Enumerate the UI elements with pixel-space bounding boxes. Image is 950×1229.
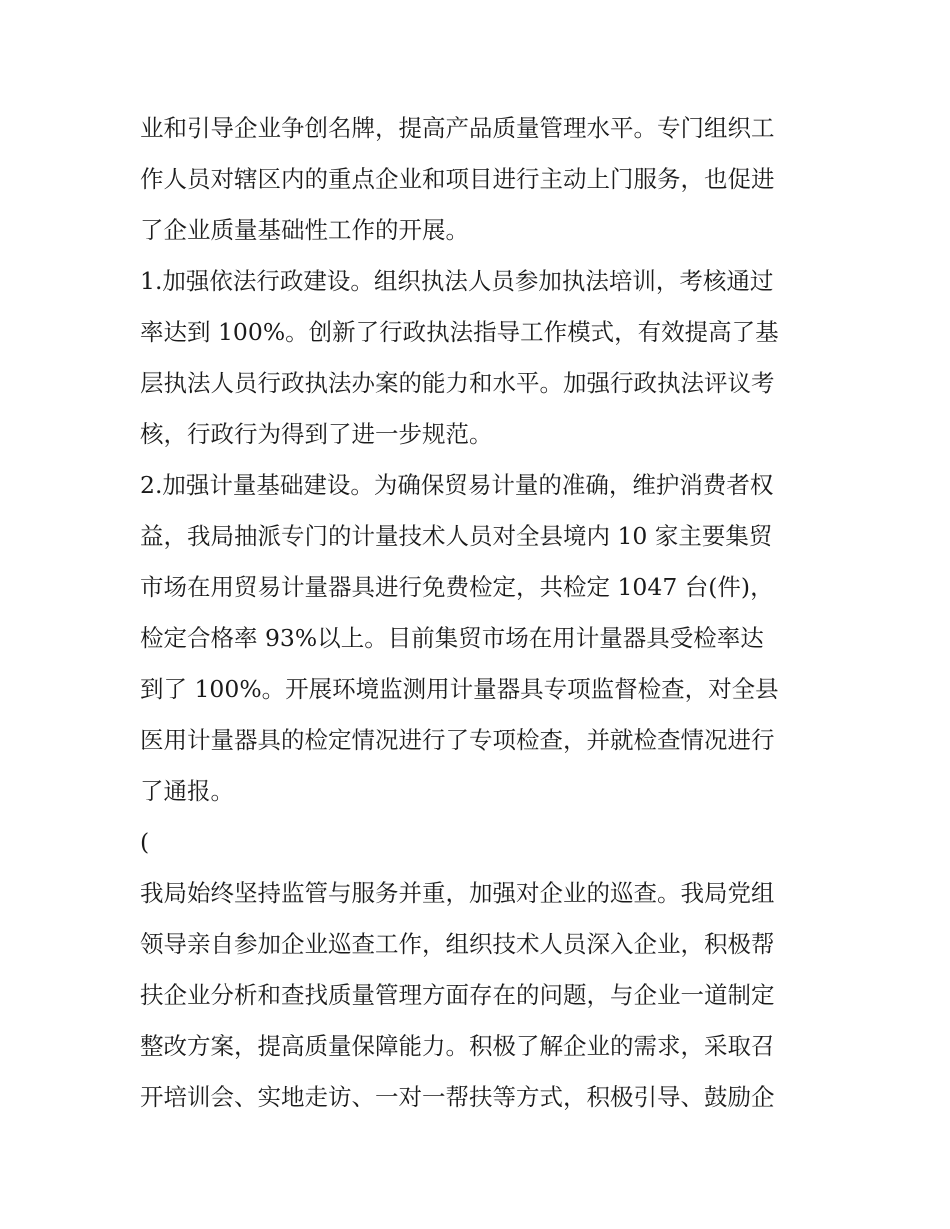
text-line: 领导亲自参加企业巡查工作，组织技术人员深入企业，积极帮 (140, 930, 775, 958)
text-line: 医用计量器具的检定情况进行了专项检查，并就检查情况进行 (140, 726, 775, 754)
text-line: 了企业质量基础性工作的开展。 (140, 216, 469, 244)
text-line: 到了 100%。开展环境监测用计量器具专项监督检查，对全县 (140, 675, 779, 703)
text-line: 检定合格率 93%以上。目前集贸市场在用计量器具受检率达 (140, 624, 764, 652)
text-line: 益，我局抽派专门的计量技术人员对全县境内 10 家主要集贸 (140, 522, 773, 550)
text-line: ( (140, 828, 150, 856)
text-line: 率达到 100%。创新了行政执法指导工作模式，有效提高了基 (140, 318, 779, 346)
text-line: 业和引导企业争创名牌，提高产品质量管理水平。专门组织工 (140, 114, 775, 142)
text-line: 我局始终坚持监管与服务并重，加强对企业的巡查。我局党组 (140, 879, 775, 907)
text-line: 开培训会、实地走访、一对一帮扶等方式，积极引导、鼓励企 (140, 1083, 775, 1111)
body-text (140, 103, 820, 1123)
text-line: 1.加强依法行政建设。组织执法人员参加执法培训，考核通过 (140, 267, 774, 295)
text-line: 市场在用贸易计量器具进行免费检定，共检定 1047 台(件)， (140, 573, 774, 601)
text-line: 2.加强计量基础建设。为确保贸易计量的准确，维护消费者权 (140, 471, 774, 499)
text-line: 了通报。 (140, 777, 234, 805)
text-line: 作人员对辖区内的重点企业和项目进行主动上门服务，也促进 (140, 165, 775, 193)
text-line: 核，行政行为得到了进一步规范。 (140, 420, 493, 448)
text-line: 扶企业分析和查找质量管理方面存在的问题，与企业一道制定 (140, 981, 775, 1009)
text-line: 层执法人员行政执法办案的能力和水平。加强行政执法评议考 (140, 369, 775, 397)
text-line: 整改方案，提高质量保障能力。积极了解企业的需求，采取召 (140, 1032, 775, 1060)
